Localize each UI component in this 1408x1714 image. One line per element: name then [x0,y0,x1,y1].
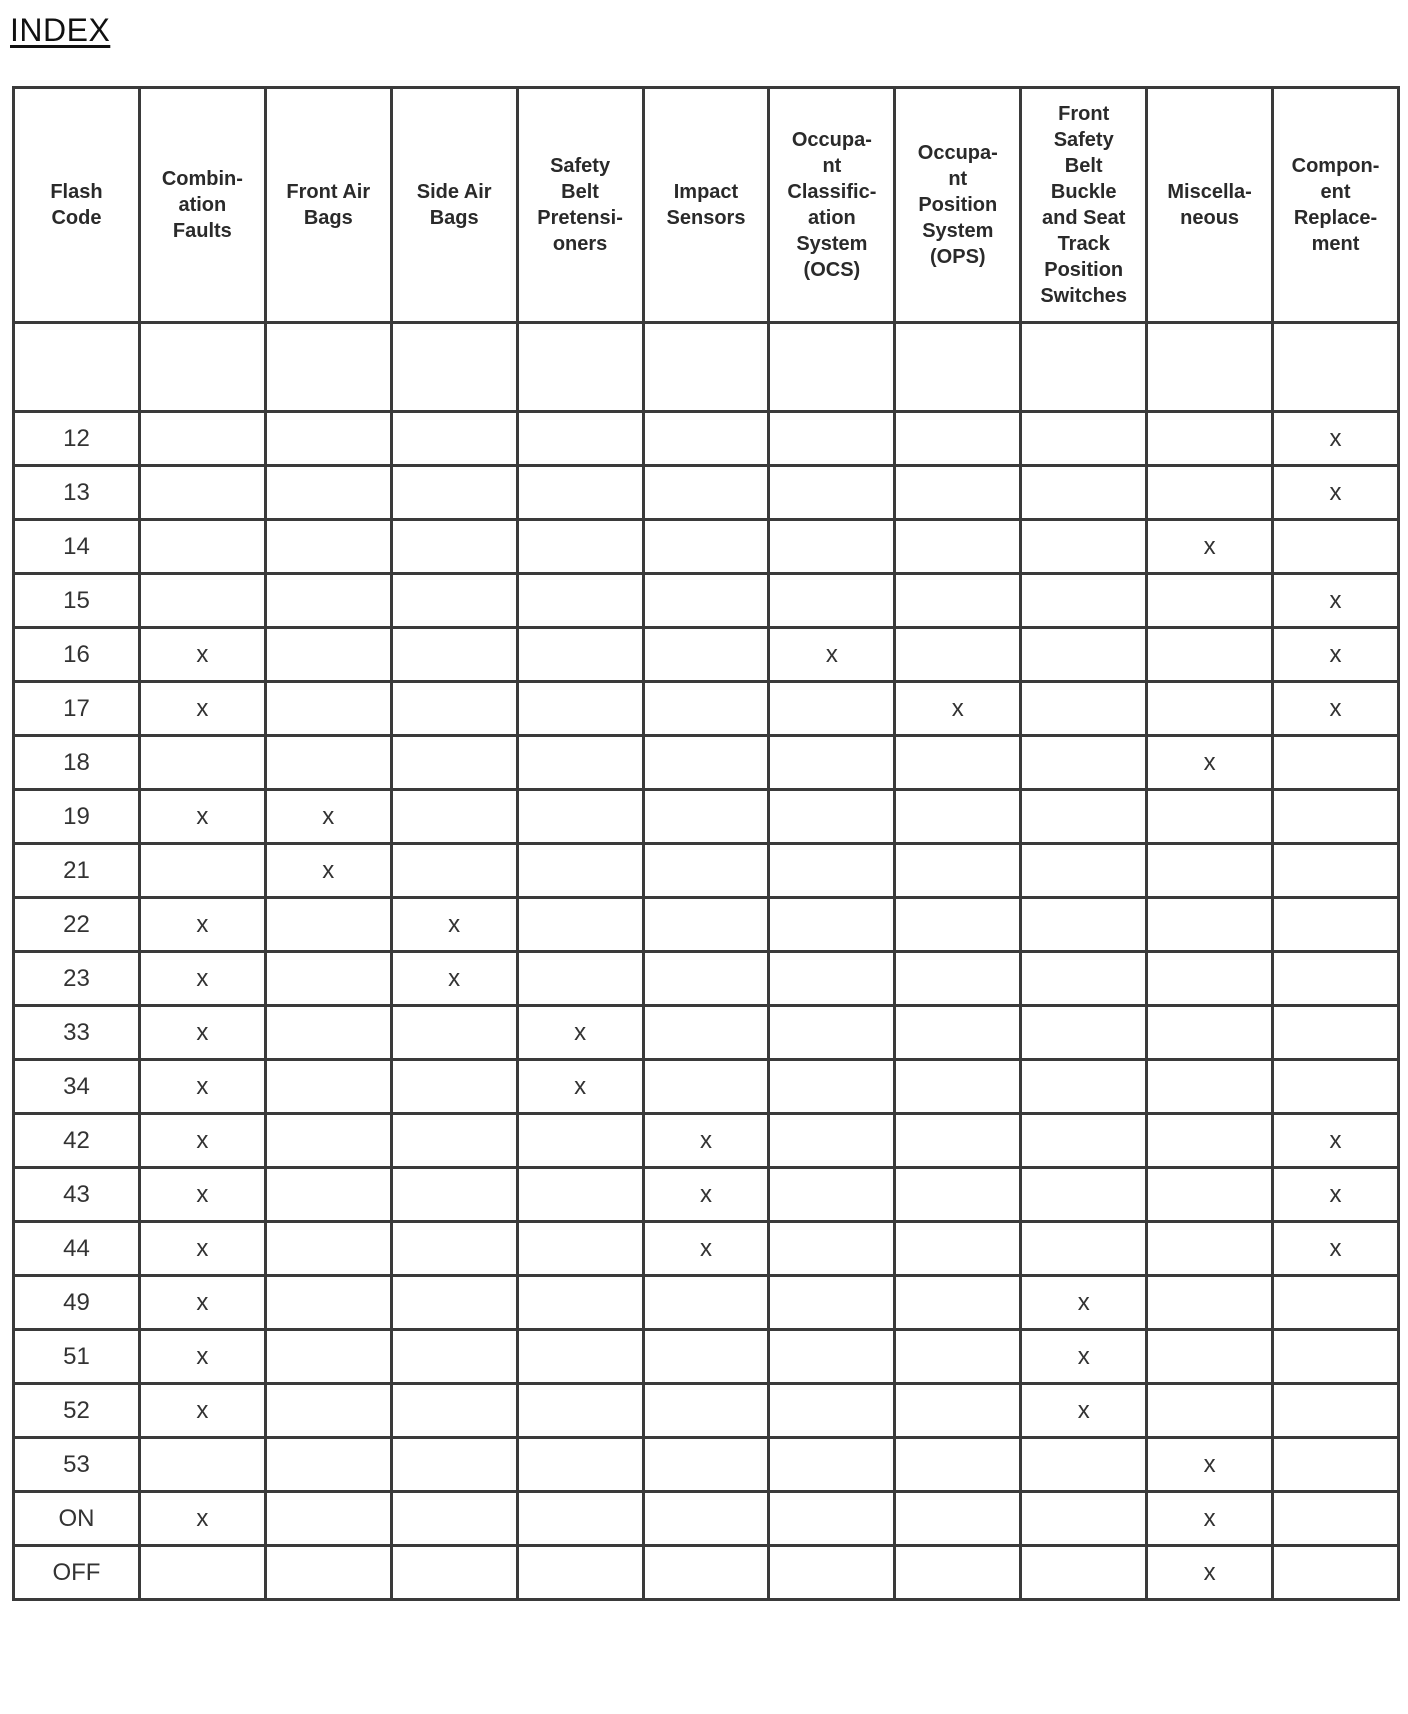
empty-cell [517,790,643,844]
empty-cell [391,1276,517,1330]
mark-cell: x [265,844,391,898]
empty-cell [391,574,517,628]
empty-cell [643,790,769,844]
empty-cell [391,1168,517,1222]
empty-cell [769,1006,895,1060]
empty-cell [265,1330,391,1384]
empty-cell [517,1222,643,1276]
empty-cell [265,1060,391,1114]
mark-cell: x [139,1492,265,1546]
empty-cell [1021,574,1147,628]
mark-cell: x [769,628,895,682]
table-row [14,952,1399,1006]
mark-cell: x [139,1222,265,1276]
flash-code-cell: 33 [14,1006,140,1060]
empty-cell [895,844,1021,898]
mark-cell: x [1273,574,1399,628]
mark-cell: x [139,1330,265,1384]
empty-cell [391,1222,517,1276]
empty-cell [1021,412,1147,466]
empty-cell [265,323,391,412]
table-row [14,1114,1399,1168]
empty-cell [391,1438,517,1492]
empty-cell [265,412,391,466]
mark-cell: x [1147,736,1273,790]
table-row [14,1438,1399,1492]
column-header: Front Air Bags [265,88,391,323]
mark-cell: x [139,1384,265,1438]
empty-cell [769,574,895,628]
table-row [14,790,1399,844]
empty-cell [1021,466,1147,520]
empty-cell [1273,1384,1399,1438]
empty-cell [265,898,391,952]
empty-cell [139,844,265,898]
empty-cell [1273,1546,1399,1600]
empty-cell [391,1060,517,1114]
column-header: Impact Sensors [643,88,769,323]
mark-cell: x [139,1168,265,1222]
empty-cell [895,1006,1021,1060]
empty-cell [769,1222,895,1276]
table-row [14,736,1399,790]
empty-cell [1273,1276,1399,1330]
empty-cell [769,520,895,574]
empty-cell [517,1168,643,1222]
empty-cell [643,574,769,628]
empty-cell [517,1438,643,1492]
empty-cell [1147,412,1273,466]
empty-cell [769,1276,895,1330]
empty-cell [1021,898,1147,952]
empty-cell [265,1006,391,1060]
empty-cell [643,520,769,574]
empty-cell [391,466,517,520]
empty-cell [139,323,265,412]
empty-cell [1147,1330,1273,1384]
column-header: Compon- ent Replace- ment [1273,88,1399,323]
empty-cell [643,628,769,682]
table-row [14,412,1399,466]
empty-cell [895,1492,1021,1546]
empty-cell [895,898,1021,952]
empty-cell [769,790,895,844]
table-row [14,574,1399,628]
empty-cell [1147,790,1273,844]
empty-cell [265,682,391,736]
column-header: Flash Code [14,88,140,323]
mark-cell: x [139,1114,265,1168]
mark-cell: x [517,1006,643,1060]
mark-cell: x [1273,1222,1399,1276]
flash-code-cell: 22 [14,898,140,952]
empty-cell [517,844,643,898]
empty-cell [1021,520,1147,574]
mark-cell: x [1273,412,1399,466]
empty-cell [1147,574,1273,628]
empty-cell [895,1168,1021,1222]
mark-cell: x [1273,628,1399,682]
empty-cell [391,1006,517,1060]
empty-cell [895,466,1021,520]
mark-cell: x [517,1060,643,1114]
empty-cell [265,520,391,574]
column-header: Safety Belt Pretensi- oners [517,88,643,323]
empty-cell [643,952,769,1006]
empty-cell [391,520,517,574]
empty-cell [769,1060,895,1114]
table-row [14,1546,1399,1600]
empty-cell [1021,628,1147,682]
flash-code-cell: 53 [14,1438,140,1492]
mark-cell: x [1147,520,1273,574]
mark-cell: x [139,1006,265,1060]
empty-cell [265,1384,391,1438]
empty-cell [1021,1438,1147,1492]
mark-cell: x [643,1222,769,1276]
flash-code-cell: OFF [14,1546,140,1600]
table-row [14,466,1399,520]
empty-cell [643,1006,769,1060]
empty-cell [1021,323,1147,412]
column-header: Combin- ation Faults [139,88,265,323]
empty-cell [1147,1114,1273,1168]
empty-cell [1021,736,1147,790]
flash-code-cell: 23 [14,952,140,1006]
empty-cell [391,1114,517,1168]
empty-cell [517,1330,643,1384]
empty-cell [643,898,769,952]
mark-cell: x [1273,1114,1399,1168]
empty-cell [517,412,643,466]
empty-cell [265,1114,391,1168]
empty-cell [1021,1222,1147,1276]
empty-cell [517,323,643,412]
table-row [14,1060,1399,1114]
empty-cell [517,466,643,520]
empty-cell [1021,952,1147,1006]
empty-cell [1147,898,1273,952]
empty-cell [391,1546,517,1600]
flash-code-cell: 13 [14,466,140,520]
empty-cell [895,520,1021,574]
flash-code-cell: 18 [14,736,140,790]
empty-cell [1021,682,1147,736]
empty-cell [1273,1330,1399,1384]
empty-cell [265,952,391,1006]
mark-cell: x [643,1114,769,1168]
empty-cell [769,844,895,898]
empty-cell [895,574,1021,628]
mark-cell: x [1147,1546,1273,1600]
mark-cell: x [139,1276,265,1330]
empty-cell [895,1222,1021,1276]
empty-cell [643,682,769,736]
empty-cell [769,1168,895,1222]
empty-cell [1021,790,1147,844]
flash-code-cell: 52 [14,1384,140,1438]
empty-cell [769,682,895,736]
empty-cell [895,736,1021,790]
empty-cell [517,1384,643,1438]
empty-cell [1147,844,1273,898]
empty-cell [265,736,391,790]
empty-cell [391,1384,517,1438]
mark-cell: x [1147,1438,1273,1492]
empty-cell [391,323,517,412]
mark-cell: x [1147,1492,1273,1546]
empty-cell [643,1492,769,1546]
mark-cell: x [391,952,517,1006]
mark-cell: x [265,790,391,844]
empty-cell [265,466,391,520]
empty-cell [139,520,265,574]
empty-cell [139,1438,265,1492]
empty-cell [1021,844,1147,898]
empty-cell [517,520,643,574]
column-header: Occupa- nt Classific- ation System (OCS) [769,88,895,323]
empty-cell [1147,952,1273,1006]
mark-cell: x [1021,1330,1147,1384]
empty-cell [391,412,517,466]
empty-cell [1147,682,1273,736]
empty-cell [643,466,769,520]
empty-cell [643,1384,769,1438]
empty-cell [1147,1168,1273,1222]
table-row [14,1492,1399,1546]
empty-cell [391,790,517,844]
empty-cell [1273,1006,1399,1060]
empty-cell [643,1546,769,1600]
mark-cell: x [139,628,265,682]
page-title: INDEX [10,12,111,48]
empty-cell [1273,844,1399,898]
table-row [14,898,1399,952]
empty-cell [769,1438,895,1492]
empty-cell [391,682,517,736]
empty-cell [391,844,517,898]
empty-cell [517,898,643,952]
empty-cell [1273,323,1399,412]
empty-cell [517,1276,643,1330]
table-row [14,1330,1399,1384]
flash-code-cell: 51 [14,1330,140,1384]
empty-cell [265,1546,391,1600]
empty-cell [517,628,643,682]
empty-cell [1021,1168,1147,1222]
empty-cell [895,323,1021,412]
empty-cell [643,1330,769,1384]
mark-cell: x [139,682,265,736]
empty-cell [265,1276,391,1330]
empty-cell [1273,1438,1399,1492]
empty-cell [517,682,643,736]
empty-cell [1273,790,1399,844]
flash-code-cell: 15 [14,574,140,628]
mark-cell: x [391,898,517,952]
table-row [14,1384,1399,1438]
empty-cell [517,1114,643,1168]
empty-cell [643,412,769,466]
empty-cell [391,1492,517,1546]
empty-cell [769,412,895,466]
empty-cell [139,736,265,790]
empty-cell [265,628,391,682]
empty-cell [643,1438,769,1492]
empty-cell [517,736,643,790]
table-row [14,682,1399,736]
empty-cell [895,1060,1021,1114]
empty-cell [643,1276,769,1330]
empty-cell [391,1330,517,1384]
empty-cell [1147,1384,1273,1438]
empty-cell [895,1276,1021,1330]
flash-code-cell: 44 [14,1222,140,1276]
empty-cell [139,466,265,520]
flash-code-cell: ON [14,1492,140,1546]
empty-cell [769,323,895,412]
empty-cell [769,1384,895,1438]
empty-cell [895,1546,1021,1600]
empty-cell [265,1492,391,1546]
flash-code-cell: 17 [14,682,140,736]
empty-cell [517,574,643,628]
empty-cell [1021,1006,1147,1060]
empty-cell [1147,1222,1273,1276]
empty-cell [265,574,391,628]
mark-cell: x [139,790,265,844]
column-header: Miscella- neous [1147,88,1273,323]
empty-cell [1021,1114,1147,1168]
empty-cell [895,952,1021,1006]
empty-cell [895,1384,1021,1438]
mark-cell: x [1273,682,1399,736]
empty-cell [1147,466,1273,520]
empty-cell [265,1438,391,1492]
column-header: Front Safety Belt Buckle and Seat Track Position Switches [1021,88,1147,323]
empty-cell [1273,1060,1399,1114]
empty-cell [769,1330,895,1384]
spacer-row [14,323,1399,412]
empty-cell [517,1546,643,1600]
mark-cell: x [643,1168,769,1222]
empty-cell [1147,1006,1273,1060]
table-row [14,1276,1399,1330]
empty-cell [1147,628,1273,682]
mark-cell: x [139,1060,265,1114]
empty-cell [517,952,643,1006]
mark-cell: x [895,682,1021,736]
table-body [14,323,1399,1600]
index-table [12,86,1400,1601]
empty-cell [1147,1060,1273,1114]
empty-cell [517,1492,643,1546]
empty-cell [895,628,1021,682]
empty-cell [1021,1060,1147,1114]
table-row [14,1222,1399,1276]
mark-cell: x [139,952,265,1006]
empty-cell [391,736,517,790]
flash-code-cell: 42 [14,1114,140,1168]
empty-cell [769,466,895,520]
mark-cell: x [139,898,265,952]
table-row [14,1006,1399,1060]
mark-cell: x [1273,466,1399,520]
flash-code-cell: 43 [14,1168,140,1222]
empty-cell [139,574,265,628]
flash-code-cell: 49 [14,1276,140,1330]
empty-cell [1273,520,1399,574]
mark-cell: x [1021,1276,1147,1330]
empty-cell [769,898,895,952]
table-row [14,628,1399,682]
empty-cell [14,323,140,412]
column-header: Occupa- nt Position System (OPS) [895,88,1021,323]
empty-cell [1147,323,1273,412]
empty-cell [769,952,895,1006]
flash-code-cell: 21 [14,844,140,898]
empty-cell [769,1492,895,1546]
header-row [14,88,1399,323]
empty-cell [265,1168,391,1222]
column-header: Side Air Bags [391,88,517,323]
flash-code-cell: 19 [14,790,140,844]
empty-cell [769,1546,895,1600]
empty-cell [1273,952,1399,1006]
empty-cell [1273,736,1399,790]
empty-cell [1273,898,1399,952]
empty-cell [1147,1276,1273,1330]
empty-cell [895,1114,1021,1168]
flash-code-cell: 34 [14,1060,140,1114]
mark-cell: x [1273,1168,1399,1222]
flash-code-cell: 16 [14,628,140,682]
empty-cell [139,1546,265,1600]
empty-cell [895,1330,1021,1384]
mark-cell: x [1021,1384,1147,1438]
flash-code-cell: 14 [14,520,140,574]
empty-cell [1273,1492,1399,1546]
table-row [14,520,1399,574]
empty-cell [1021,1492,1147,1546]
empty-cell [265,1222,391,1276]
table-row [14,844,1399,898]
empty-cell [643,736,769,790]
empty-cell [139,412,265,466]
table-row [14,1168,1399,1222]
empty-cell [895,1438,1021,1492]
empty-cell [895,790,1021,844]
empty-cell [391,628,517,682]
empty-cell [769,1114,895,1168]
flash-code-cell: 12 [14,412,140,466]
empty-cell [1021,1546,1147,1600]
empty-cell [643,844,769,898]
empty-cell [643,1060,769,1114]
empty-cell [643,323,769,412]
empty-cell [895,412,1021,466]
empty-cell [769,736,895,790]
